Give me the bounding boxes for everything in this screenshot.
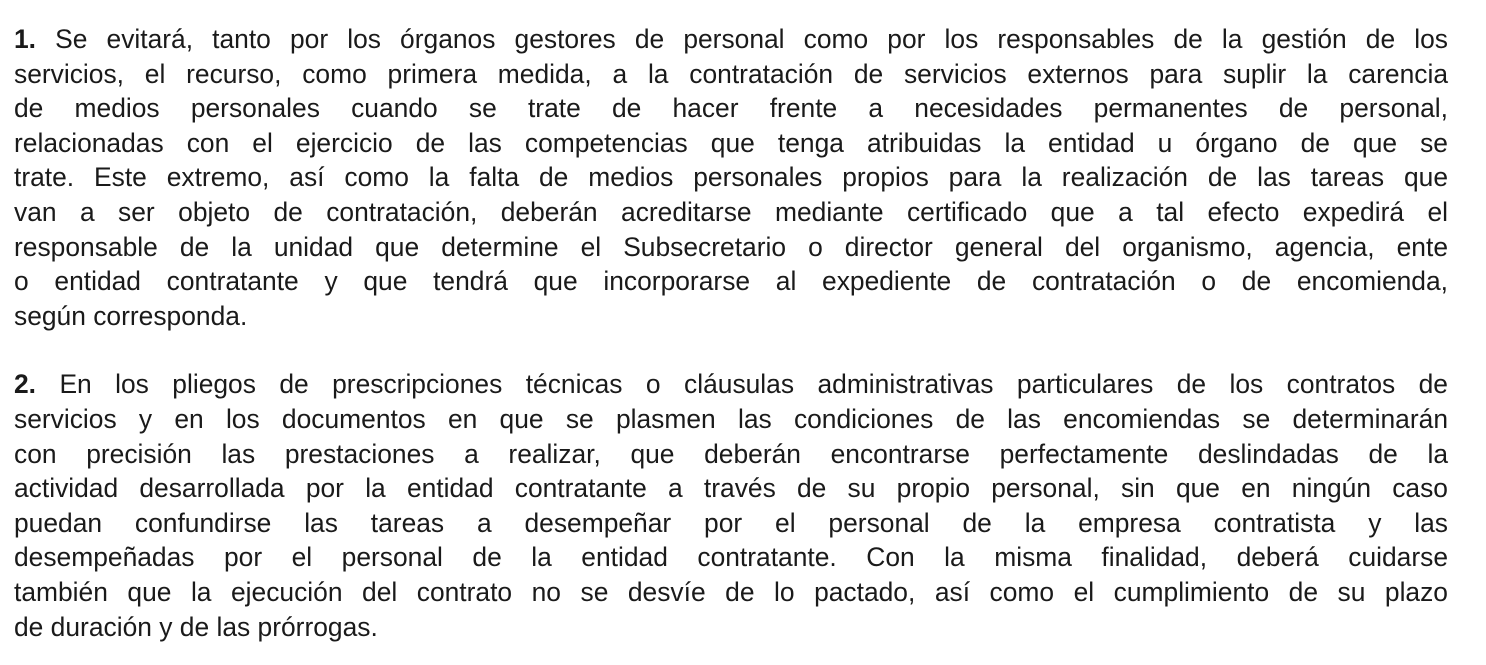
paragraph-line: actividad desarrollada por la entidad contratante a través de su propio personal, sin que en ningún caso xyxy=(14,473,1448,504)
paragraph-line: con precisión las prestaciones a realizar, que deberán encontrarse perfectamente deslindadas de la xyxy=(14,438,1448,469)
paragraph-line: van a ser objeto de contratación, deberán acreditarse mediante certificado que a tal efecto expedirá el xyxy=(14,196,1448,227)
paragraph-number: 2. xyxy=(14,369,37,400)
paragraph-line: desempeñadas por el personal de la entidad contratante. Con la misma finalidad, deberá cuidarse xyxy=(14,542,1448,573)
paragraph-line: de medios personales cuando se trate de hacer frente a necesidades permanentes de personal, xyxy=(14,93,1448,124)
paragraph-line: 2. En los pliegos de prescripciones técnicas o cláusulas administrativas particulares de los contratos de xyxy=(14,369,1448,400)
paragraph-1 xyxy=(14,22,1448,333)
paragraph-line: también que la ejecución del contrato no se desvíe de lo pactado, así como el cumplimiento de su plazo xyxy=(14,576,1448,607)
paragraph-line: servicios y en los documentos en que se plasmen las condiciones de las encomiendas se determinarán xyxy=(14,403,1448,434)
paragraph-line: o entidad contratante y que tendrá que incorporarse al expediente de contratación o de encomienda, xyxy=(14,266,1448,297)
paragraph-line: de duración y de las prórrogas. xyxy=(14,611,378,642)
paragraph-line: puedan confundirse las tareas a desempeñar por el personal de la empresa contratista y las xyxy=(14,507,1448,538)
paragraph-number: 1. xyxy=(14,24,37,54)
document-body xyxy=(14,22,1448,644)
paragraph-line: servicios, el recurso, como primera medida, a la contratación de servicios externos para suplir la carencia xyxy=(14,58,1448,89)
paragraph-line: relacionadas con el ejercicio de las competencias que tenga atribuidas la entidad u órgano de que se xyxy=(14,127,1448,158)
paragraph-line: responsable de la unidad que determine el Subsecretario o director general del organismo, agencia, ente xyxy=(14,231,1448,262)
paragraph-line: según corresponda. xyxy=(14,300,248,331)
paragraph-2 xyxy=(14,367,1448,644)
paragraph-line: 1. Se evitará, tanto por los órganos gestores de personal como por los responsables de la gestión de los xyxy=(14,24,1448,54)
paragraph-line: trate. Este extremo, así como la falta de medios personales propios para la realización de las tareas que xyxy=(14,162,1448,193)
